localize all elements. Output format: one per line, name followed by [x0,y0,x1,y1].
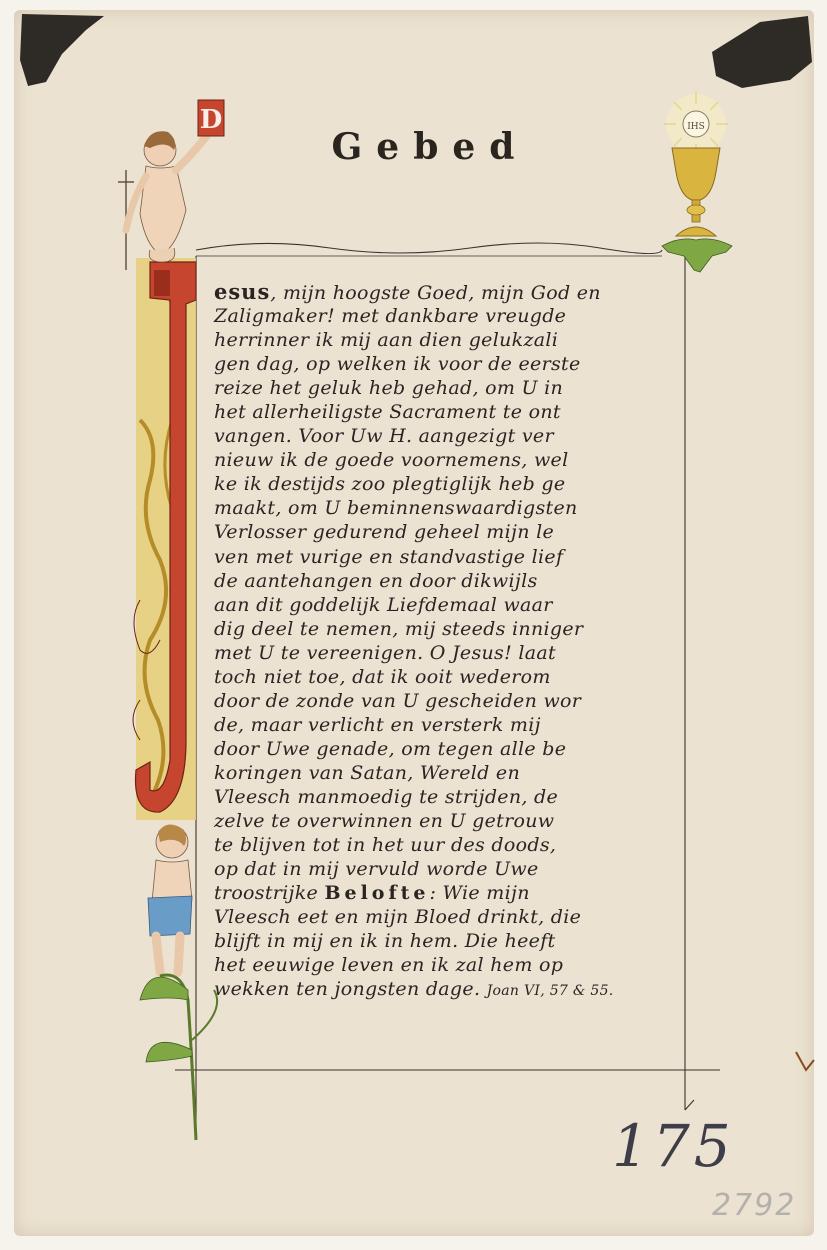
line-text: op dat in mij vervuld worde Uwe [214,858,539,881]
handwritten-number: 175 [612,1112,735,1180]
text-line [214,424,684,448]
line-text: ke ik destijds zoo plegtiglijk heb ge [214,473,566,496]
line-text: het allerheiligste Sacrament te ont [214,401,561,424]
line-text: te blijven tot in het uur des doods, [214,834,557,857]
line-text: , mijn hoogste Goed, mijn God en [270,282,601,304]
svg-text:IHS: IHS [687,122,705,132]
text-line [214,569,684,593]
line-text: vangen. Voor Uw H. aangezigt ver [214,425,554,448]
line-text: zelve te overwinnen en U getrouw [214,810,555,833]
text-line [214,881,684,905]
line-text: aan dit goddelijk Liefdemaal waar [214,593,553,616]
line-text: herrinner ik mij aan dien gelukzali [214,329,559,352]
text-line [214,905,684,929]
bold-word-after: : Wie mijn [429,882,530,905]
text-line [214,520,684,544]
line-text: dig deel te nemen, mij steeds inniger [214,617,584,640]
text-line [214,953,684,977]
prayer-title: Gebed [331,126,529,168]
line-text: nieuw ik de goede voornemens, wel [214,449,569,472]
text-line [214,665,684,689]
line-text: door de zonde van U gescheiden wor [214,689,582,712]
first-word-rest: esus [214,279,271,304]
text-line [214,761,684,785]
line-text: het eeuwige leven en ik zal hem op [214,954,564,977]
text-line [214,689,684,713]
text-line [214,929,684,953]
line-text: de aantehangen en door dikwijls [214,569,538,592]
line-text: reize het geluk heb gehad, om U in [214,377,564,400]
cherub-top-figure [118,131,208,270]
line-text: met U te vereenigen. O Jesus! laat [214,641,556,664]
text-line [214,376,684,400]
corner-stain-right [712,16,812,88]
line-text: wekken ten jongsten dage. [214,978,487,1001]
text-line [214,785,684,809]
text-line [214,304,684,328]
text-line [214,641,684,665]
text-line [214,617,684,641]
inventory-number: 2792 [712,1188,797,1223]
line-text: de, maar verlicht en versterk mij [214,713,541,736]
line-text: koringen van Satan, Wereld en [214,761,521,784]
line-text: toch niet toe, dat ik ooit wederom [214,665,551,688]
line-text: ven met vurige en standvastige lief [214,545,564,568]
bold-word: Belofte [324,882,430,905]
line-text: blijft in mij en ik in hem. Die heeft [214,930,556,953]
line-text: gen dag, op welken ik voor de eerste [214,353,581,376]
line-text: Vleesch manmoedig te strijden, de [214,785,559,808]
top-rule [196,243,662,254]
text-line [214,448,684,472]
text-line [214,737,684,761]
cherub-bottom-figure [148,824,192,972]
initial-letter-ornament [133,258,196,820]
text-line [214,809,684,833]
line-text: Verlosser gedurend geheel mijn le [214,521,554,544]
text-line [214,352,684,376]
text-line [214,977,684,1001]
angel-letter: D [199,105,223,135]
corner-mark-icon [796,1052,814,1070]
line-text: maakt, om U beminnenswaardigsten [214,497,578,520]
text-line [214,545,684,569]
text-line [214,328,684,352]
line-text: Zaligmaker! met dankbare vreugde [214,305,567,328]
vine-leaves [140,975,217,1140]
gold-panel [136,258,196,820]
corner-stain-left [20,14,104,86]
line-text: Vleesch eet en mijn Bloed drinkt, die [214,906,582,929]
text-line [214,857,684,881]
scripture-reference: Joan VI, 57 & 55. [486,983,614,1000]
text-line [214,713,684,737]
chalice-icon [662,92,732,272]
text-line [214,496,684,520]
line-text: troostrijke [214,882,325,905]
text-line [214,280,684,304]
prayer-text [214,280,684,1001]
text-line [214,400,684,424]
text-line [214,593,684,617]
line-text: door Uwe genade, om tegen alle be [214,737,567,760]
text-line [214,833,684,857]
text-line [214,472,684,496]
